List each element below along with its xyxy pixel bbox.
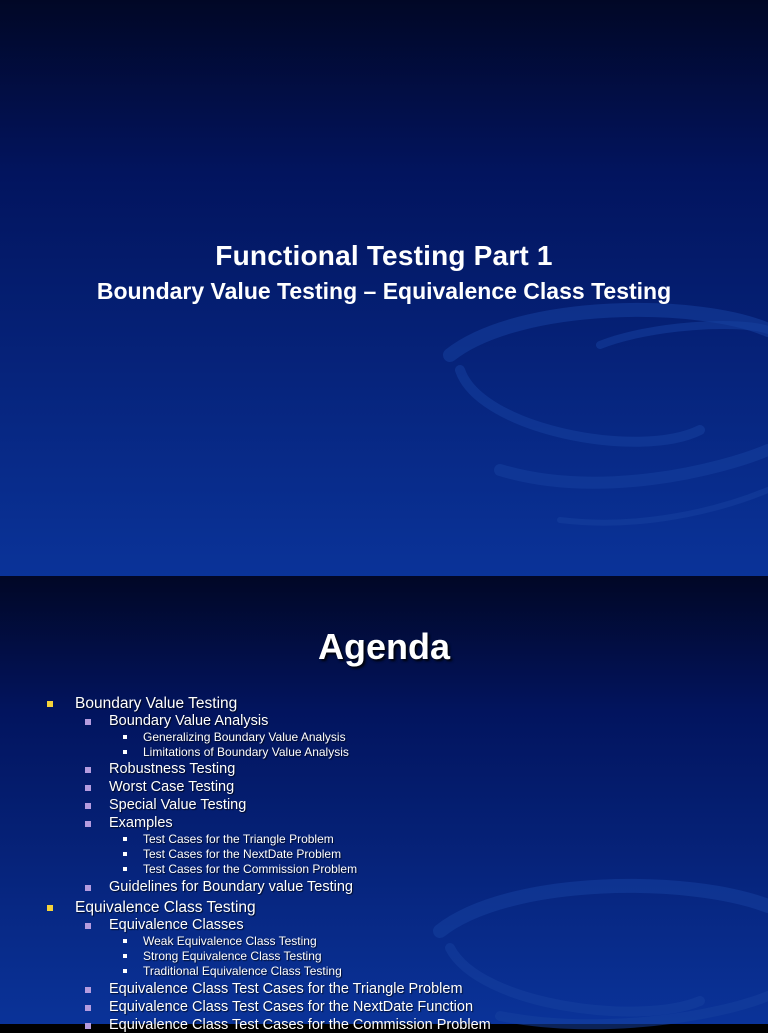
bullet-icon xyxy=(85,785,91,791)
bullet-icon xyxy=(85,767,91,773)
bullet-icon xyxy=(123,939,127,943)
agenda-item-level-3: Limitations of Boundary Value Analysis xyxy=(143,745,349,759)
agenda-item-level-2: Equivalence Class Test Cases for the Commission Problem xyxy=(109,1017,491,1033)
bullet-icon xyxy=(123,750,127,754)
agenda-item-level-3: Generalizing Boundary Value Analysis xyxy=(143,730,346,744)
agenda-item-level-2: Equivalence Classes xyxy=(109,917,244,933)
bullet-icon xyxy=(85,803,91,809)
agenda-item-level-2: Boundary Value Analysis xyxy=(109,713,269,729)
bullet-icon xyxy=(85,923,91,929)
bullet-icon xyxy=(123,954,127,958)
bullet-icon xyxy=(85,885,91,891)
slide-subtitle: Boundary Value Testing – Equivalence Class Testing xyxy=(96,278,672,304)
bullet-icon xyxy=(123,837,127,841)
bullet-icon xyxy=(85,987,91,993)
agenda-item-level-1: Boundary Value Testing xyxy=(75,695,238,712)
agenda-slide xyxy=(0,576,768,1033)
agenda-item-level-3: Test Cases for the Triangle Problem xyxy=(143,832,334,846)
agenda-item-level-3: Traditional Equivalence Class Testing xyxy=(143,964,342,978)
bullet-icon xyxy=(85,1023,91,1029)
agenda-item-level-1: Equivalence Class Testing xyxy=(75,899,256,916)
bullet-icon xyxy=(123,867,127,871)
slide-title: Functional Testing Part 1 xyxy=(215,240,553,271)
agenda-item-level-3: Test Cases for the NextDate Problem xyxy=(143,847,342,861)
agenda-item-level-2: Guidelines for Boundary value Testing xyxy=(109,879,353,895)
bullet-icon xyxy=(47,905,53,911)
agenda-item-level-3: Strong Equivalence Class Testing xyxy=(143,949,322,963)
agenda-item-level-2: Equivalence Class Test Cases for the NextDate Function xyxy=(109,999,474,1015)
bullet-icon xyxy=(85,719,91,725)
bullet-icon xyxy=(123,969,127,973)
agenda-item-level-2: Worst Case Testing xyxy=(109,779,235,795)
bullet-icon xyxy=(47,701,53,707)
agenda-item-level-2: Special Value Testing xyxy=(109,797,247,813)
agenda-item-level-2: Equivalence Class Test Cases for the Triangle Problem xyxy=(109,981,463,997)
bullet-icon xyxy=(85,821,91,827)
agenda-item-level-2: Examples xyxy=(109,815,173,831)
bullet-icon xyxy=(123,852,127,856)
bullet-icon xyxy=(85,1005,91,1011)
agenda-item-level-3: Test Cases for the Commission Problem xyxy=(143,862,358,876)
agenda-heading: Agenda xyxy=(317,626,450,667)
agenda-item-level-2: Robustness Testing xyxy=(109,761,236,777)
agenda-item-level-3: Weak Equivalence Class Testing xyxy=(143,934,317,948)
bullet-icon xyxy=(123,735,127,739)
